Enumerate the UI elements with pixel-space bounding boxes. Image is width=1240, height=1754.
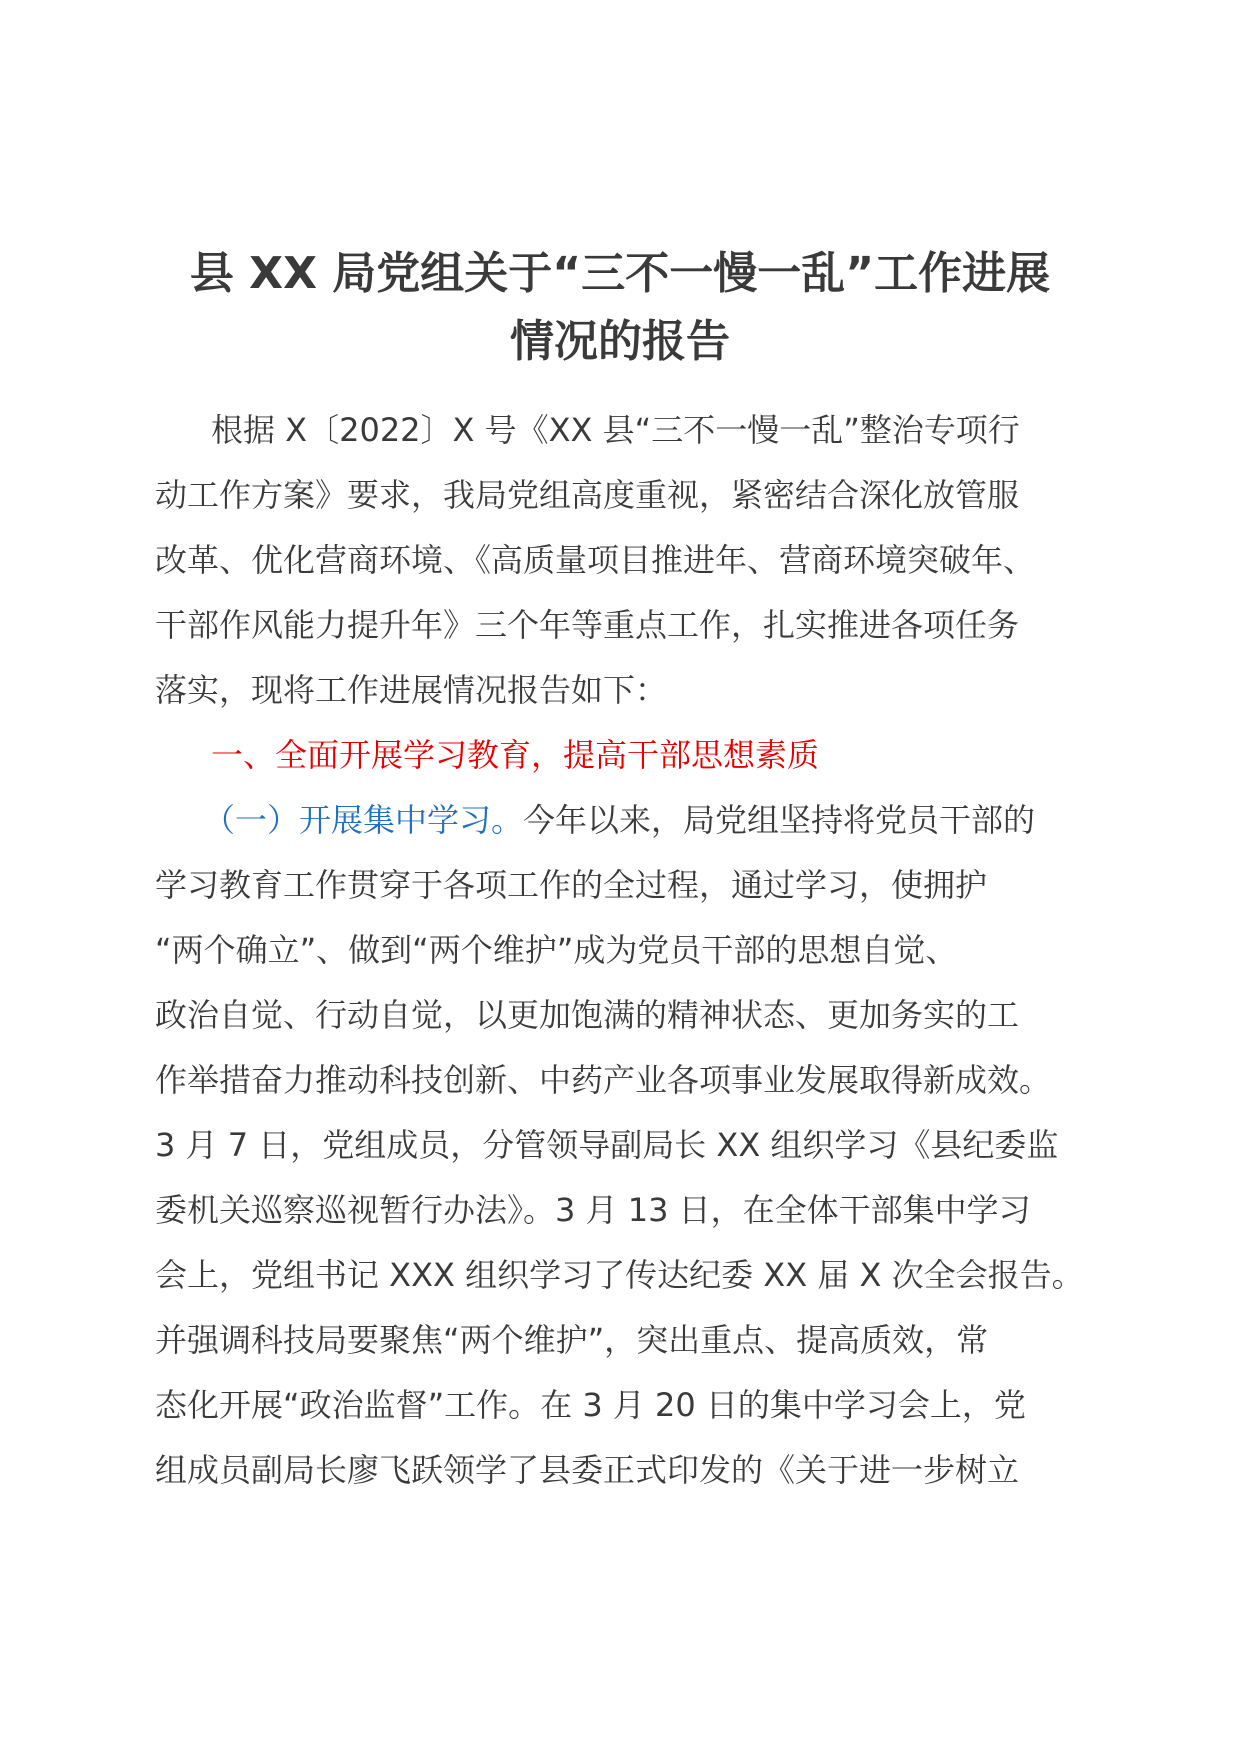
intro-line-1: 根据 X〔2022〕X 号《XX 县“三不一慢一乱”整治专项行 xyxy=(211,411,1020,449)
document-body xyxy=(155,398,1085,1503)
body-line-6: 委机关巡察巡视暂行办法》。3 月 13 日，在全体干部集中学习 xyxy=(155,1191,1031,1229)
body-line-4: 作举措奋力推动科技创新、中药产业各项事业发展取得新成效。 xyxy=(155,1061,1052,1099)
body-line-9: 态化开展“政治监督”工作。在 3 月 20 日的集中学习会上，党 xyxy=(155,1386,1026,1424)
title-line-2: 情况的报告 xyxy=(510,316,730,367)
body-line-7: 会上，党组书记 XXX 组织学习了传达纪委 XX 届 X 次全会报告。 xyxy=(155,1256,1084,1294)
title-line-1: 县 XX 局党组关于“三不一慢一乱”工作进展 xyxy=(189,248,1051,299)
body-line-10: 组成员副局长廖飞跃领学了县委正式印发的《关于进一步树立 xyxy=(155,1451,1020,1489)
intro-line-5: 落实，现将工作进展情况报告如下： xyxy=(155,671,668,709)
intro-line-2: 动工作方案》要求，我局党组高度重视，紧密结合深化放管服 xyxy=(155,476,1020,514)
intro-line-3: 改革、优化营商环境、《高质量项目推进年、营商环境突破年、 xyxy=(155,541,1036,579)
body-line-3: 政治自觉、行动自觉，以更加饱满的精神状态、更加务实的工 xyxy=(155,996,1020,1034)
document-title xyxy=(140,240,1100,376)
subsection-heading-1: （一）开展集中学习。 xyxy=(203,801,524,839)
section-heading-1: 一、全面开展学习教育，提高干部思想素质 xyxy=(211,736,820,774)
body-line-2: “两个确立”、做到“两个维护”成为党员干部的思想自觉、 xyxy=(155,931,958,969)
subsection-paragraph-first-line xyxy=(155,788,1085,853)
subsection-first-line-text: 今年以来，局党组坚持将党员干部的 xyxy=(523,801,1036,839)
body-line-1: 学习教育工作贯穿于各项工作的全过程，通过学习，使拥护 xyxy=(155,866,988,904)
body-line-8: 并强调科技局要聚焦“两个维护”，突出重点、提高质效，常 xyxy=(155,1321,989,1359)
intro-line-4: 干部作风能力提升年》三个年等重点工作，扎实推进各项任务 xyxy=(155,606,1020,644)
body-line-5: 3 月 7 日，党组成员，分管领导副局长 XX 组织学习《县纪委监 xyxy=(155,1126,1059,1164)
